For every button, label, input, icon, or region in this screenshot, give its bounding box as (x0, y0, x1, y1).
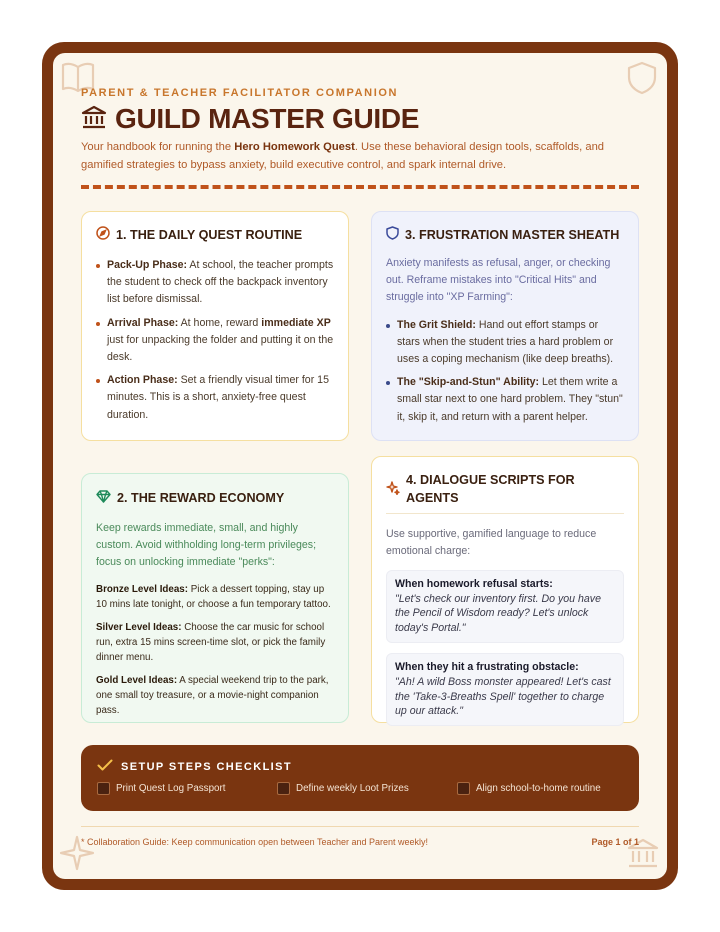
card-reward-economy (81, 473, 349, 723)
list-item: Pack-Up Phase: At school, the teacher prompts the student to check off the backpack inventory list before dismissal. (96, 257, 334, 309)
page-title: GUILD MASTER GUIDE (115, 103, 420, 134)
shield-icon (627, 61, 657, 95)
bank-icon (81, 104, 107, 135)
card-dialogue-scripts (371, 456, 639, 723)
checklist-title: SETUP STEPS CHECKLIST (121, 760, 292, 773)
page-subtitle: Your handbook for running the Hero Homework Quest. Use these behavioral design tools, scaffolds, and gamified strategies to bypass anxiety, build executive control, and spark internal drive. (81, 141, 605, 171)
card-intro: Use supportive, gamified language to reduce emotional charge: (386, 528, 597, 557)
title-row (81, 103, 419, 135)
list-item: Arrival Phase: At home, reward immediate XP just for unpacking the folder and putting it on the desk. (96, 315, 334, 367)
frustration-list (386, 317, 624, 426)
card-divider (386, 513, 624, 514)
card-frustration-master-sheath (371, 211, 639, 441)
card-title: 3. FRUSTRATION MASTER SHEATH (405, 227, 620, 242)
card-header (96, 490, 334, 506)
checkbox[interactable] (277, 782, 290, 795)
divider (81, 185, 639, 189)
checkmark-icon (97, 759, 113, 774)
checklist-items (97, 782, 623, 795)
footer-note: * Collaboration Guide: Keep communication open between Teacher and Parent weekly! (81, 837, 429, 847)
list-item: Action Phase: Set a friendly visual timer for 15 minutes. This is a short, anxiety-free quest duration. (96, 372, 334, 424)
checklist-item-label: Print Quest Log Passport (116, 783, 226, 794)
guide-page (53, 53, 667, 879)
card-intro: Anxiety manifests as refusal, anger, or checking out. Reframe mistakes into "Critical Hits" and struggle into "XP Farming": (386, 257, 611, 304)
list-item: The Grit Shield: Hand out effort stamps or stars when the student tries a hard problem or uses a coping mechanism (like deep breaths). (386, 317, 624, 369)
card-daily-quest-routine (81, 211, 349, 441)
tier-bronze: Bronze Level Ideas: Pick a dessert topping, stay up 10 mins late tonight, or choose a fun temporary tattoo. (96, 583, 331, 610)
script-box (386, 570, 624, 643)
routine-list (96, 257, 334, 424)
card-intro: Keep rewards immediate, small, and highly custom. Avoid withholding long-term privileges; focus on unlocking immediate "perks": (96, 522, 317, 569)
card-header (96, 226, 334, 243)
card-title: 1. THE DAILY QUEST ROUTINE (116, 227, 303, 242)
checkbox[interactable] (97, 782, 110, 795)
script-box (386, 653, 624, 726)
script-line: "Let's check our inventory first. Do you have the Pencil of Wisdom ready? Let's unlock today's Portal." (395, 593, 601, 634)
footer-divider (81, 826, 639, 827)
checklist-item[interactable] (277, 782, 457, 795)
tier-silver: Silver Level Ideas: Choose the car music for school run, extra 15 mins screen-time slot, or pick the family dinner menu. (96, 621, 326, 663)
checklist-header (97, 759, 623, 774)
sparkle-icon (386, 481, 400, 498)
checklist-item-label: Align school-to-home routine (476, 783, 601, 794)
script-prompt: When homework refusal starts: (395, 578, 553, 590)
eyebrow-label: PARENT & TEACHER FACILITATOR COMPANION (81, 87, 399, 99)
card-header (386, 226, 624, 243)
checklist-item-label: Define weekly Loot Prizes (296, 783, 409, 794)
tier-gold: Gold Level Ideas: A special weekend trip to the park, one small toy treasure, or a movie-night companion pass. (96, 674, 329, 716)
checkbox[interactable] (457, 782, 470, 795)
page-number: Page 1 of 1 (591, 837, 639, 847)
checklist-item[interactable] (457, 782, 601, 795)
list-item: The "Skip-and-Stun" Ability: Let them write a small star next to one hard problem. They "stun" it, skip it, and return with a parent helper. (386, 374, 624, 426)
checklist-item[interactable] (97, 782, 277, 795)
card-title: 2. THE REWARD ECONOMY (117, 491, 285, 505)
script-line: "Ah! A wild Boss monster appeared! Let's cast the 'Take-3-Breaths Spell' together to charge up our attack." (395, 676, 611, 718)
script-prompt: When they hit a frustrating obstacle: (395, 661, 579, 674)
compass-icon (96, 226, 110, 243)
shield-icon (386, 226, 399, 243)
gem-icon (96, 490, 111, 506)
setup-checklist (81, 745, 639, 811)
card-header (386, 471, 624, 507)
card-title: 4. DIALOGUE SCRIPTS FOR AGENTS (406, 473, 575, 505)
